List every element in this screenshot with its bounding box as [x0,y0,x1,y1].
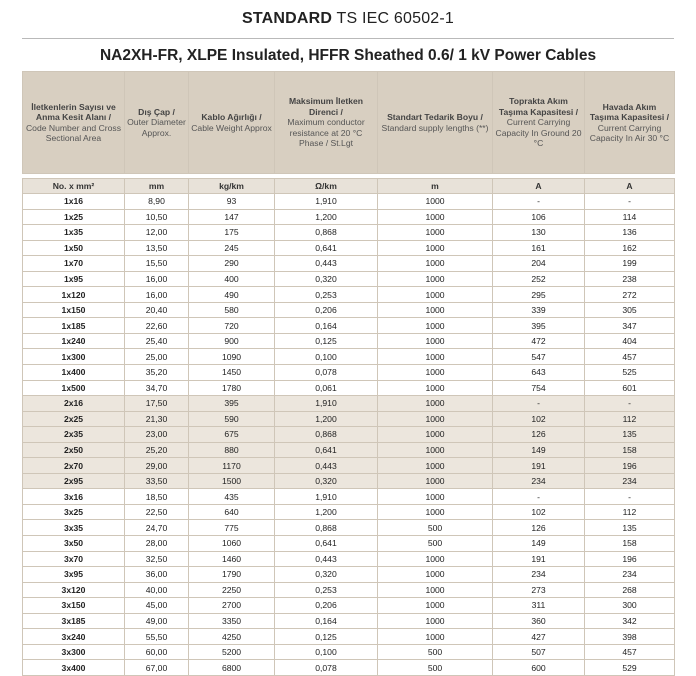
cell-diameter: 60,00 [125,644,189,660]
cell-code: 3x185 [23,613,125,629]
cell-length: 1000 [378,287,493,303]
unit-weight: kg/km [189,179,275,194]
cell-diameter: 22,60 [125,318,189,334]
table-row [23,209,675,225]
cell-code: 3x400 [23,660,125,676]
table-row [23,660,675,676]
table-row [23,271,675,287]
cell-resistance: 1,910 [275,489,378,505]
cell-length: 1000 [378,396,493,412]
cell-resistance: 0,206 [275,598,378,614]
table-row [23,240,675,256]
cell-code: 3x120 [23,582,125,598]
table-row [23,194,675,210]
cell-weight: 880 [189,442,275,458]
table-row [23,287,675,303]
cell-weight: 6800 [189,660,275,676]
cell-ground-capacity: 395 [493,318,585,334]
cell-length: 1000 [378,489,493,505]
cell-ground-capacity: 102 [493,504,585,520]
table-row [23,629,675,645]
cell-resistance: 0,061 [275,380,378,396]
cell-length: 500 [378,660,493,676]
cell-code: 2x25 [23,411,125,427]
table-body [23,194,675,676]
cell-air-capacity: 162 [585,240,675,256]
cell-length: 1000 [378,256,493,272]
cell-code: 1x35 [23,225,125,241]
cell-weight: 1170 [189,458,275,474]
cell-air-capacity: 529 [585,660,675,676]
cell-diameter: 13,50 [125,240,189,256]
cell-resistance: 0,253 [275,582,378,598]
cell-air-capacity: 136 [585,225,675,241]
table-row [23,365,675,381]
cell-resistance: 0,253 [275,287,378,303]
cell-weight: 400 [189,271,275,287]
cell-length: 1000 [378,551,493,567]
cell-weight: 1500 [189,473,275,489]
cell-code: 2x16 [23,396,125,412]
cell-resistance: 0,868 [275,225,378,241]
cell-resistance: 0,868 [275,427,378,443]
col-header-weight: Kablo Ağırlığı / Cable Weight Approx [189,72,275,174]
cell-air-capacity: 272 [585,287,675,303]
cell-air-capacity: 135 [585,520,675,536]
cell-diameter: 33,50 [125,473,189,489]
cell-resistance: 0,320 [275,473,378,489]
cell-weight: 1790 [189,567,275,583]
cell-resistance: 0,443 [275,256,378,272]
cell-length: 1000 [378,598,493,614]
standard-code: TS IEC 60502-1 [336,10,455,27]
table-row [23,613,675,629]
cell-air-capacity: 196 [585,458,675,474]
cell-diameter: 20,40 [125,302,189,318]
cell-resistance: 0,443 [275,551,378,567]
table-row [23,458,675,474]
cell-code: 1x240 [23,333,125,349]
cell-code: 3x25 [23,504,125,520]
table-row [23,473,675,489]
cell-weight: 147 [189,209,275,225]
unit-air-capacity: A [585,179,675,194]
cell-length: 1000 [378,318,493,334]
cell-code: 1x185 [23,318,125,334]
cell-resistance: 0,125 [275,333,378,349]
cell-diameter: 21,30 [125,411,189,427]
col-header-air-capacity: Havada Akım Taşıma Kapasitesi / Current Carrying Capacity In Air 30 °C [585,72,675,174]
cell-resistance: 1,910 [275,396,378,412]
cell-resistance: 1,200 [275,209,378,225]
table-row [23,411,675,427]
table-row [23,380,675,396]
cell-resistance: 0,078 [275,365,378,381]
cell-ground-capacity: - [493,194,585,210]
cell-ground-capacity: 126 [493,520,585,536]
units-row [23,179,675,194]
cell-ground-capacity: 130 [493,225,585,241]
cell-length: 1000 [378,567,493,583]
unit-length: m [378,179,493,194]
col-header-length: Standart Tedarik Boyu / Standard supply lengths (**) [378,72,493,174]
cell-diameter: 25,40 [125,333,189,349]
cell-diameter: 35,20 [125,365,189,381]
cell-weight: 1460 [189,551,275,567]
cell-weight: 720 [189,318,275,334]
cell-code: 3x300 [23,644,125,660]
cell-length: 1000 [378,349,493,365]
table-row [23,396,675,412]
cell-air-capacity: 112 [585,411,675,427]
unit-resistance: Ω/km [275,179,378,194]
cell-ground-capacity: 149 [493,442,585,458]
cell-weight: 1450 [189,365,275,381]
cell-code: 3x95 [23,567,125,583]
standard-label: STANDARD [241,10,333,27]
cell-resistance: 1,200 [275,411,378,427]
cell-ground-capacity: 191 [493,551,585,567]
cell-air-capacity: 199 [585,256,675,272]
cell-ground-capacity: 252 [493,271,585,287]
cell-code: 1x400 [23,365,125,381]
col-header-code: İletkenlerin Sayısı ve Anma Kesit Alanı / Code Number and Cross Sectional Area [23,72,125,174]
cell-code: 3x35 [23,520,125,536]
cell-air-capacity: 404 [585,333,675,349]
cell-resistance: 0,125 [275,629,378,645]
unit-ground-capacity: A [493,179,585,194]
cell-ground-capacity: 754 [493,380,585,396]
cell-code: 1x500 [23,380,125,396]
cell-weight: 640 [189,504,275,520]
cell-resistance: 0,320 [275,271,378,287]
cell-resistance: 0,164 [275,318,378,334]
table-row [23,427,675,443]
table-row [23,520,675,536]
cell-weight: 2250 [189,582,275,598]
cell-air-capacity: 112 [585,504,675,520]
cell-code: 3x150 [23,598,125,614]
cell-air-capacity: 114 [585,209,675,225]
unit-code: No. x mm² [23,179,125,194]
page-title: NA2XH-FR, XLPE Insulated, HFFR Sheathed 0.6/ 1 kV Power Cables [99,47,597,64]
table-row [23,349,675,365]
cell-code: 3x70 [23,551,125,567]
cell-air-capacity: 305 [585,302,675,318]
cell-code: 1x70 [23,256,125,272]
cell-length: 1000 [378,613,493,629]
cell-ground-capacity: 234 [493,567,585,583]
cell-weight: 395 [189,396,275,412]
cell-resistance: 1,910 [275,194,378,210]
cell-resistance: 0,206 [275,302,378,318]
cell-weight: 1780 [189,380,275,396]
cell-length: 1000 [378,504,493,520]
cell-ground-capacity: 102 [493,411,585,427]
cell-ground-capacity: 295 [493,287,585,303]
cell-diameter: 32,50 [125,551,189,567]
cell-code: 2x50 [23,442,125,458]
cell-air-capacity: 135 [585,427,675,443]
cell-ground-capacity: 547 [493,349,585,365]
table-row [23,256,675,272]
cell-ground-capacity: 126 [493,427,585,443]
cell-ground-capacity: 204 [493,256,585,272]
cell-diameter: 36,00 [125,567,189,583]
table-row [23,302,675,318]
cell-resistance: 0,100 [275,644,378,660]
cell-weight: 4250 [189,629,275,645]
cell-code: 3x240 [23,629,125,645]
table-row [23,582,675,598]
cell-diameter: 25,00 [125,349,189,365]
cell-diameter: 28,00 [125,536,189,552]
table-row [23,551,675,567]
cell-weight: 1090 [189,349,275,365]
cell-length: 1000 [378,240,493,256]
cell-resistance: 1,200 [275,504,378,520]
cell-weight: 1060 [189,536,275,552]
cell-air-capacity: 238 [585,271,675,287]
table-row [23,598,675,614]
col-header-resistance: Maksimum İletken Direnci / Maximum conductor resistance at 20 °C Phase / St.Lgt [275,72,378,174]
cell-diameter: 55,50 [125,629,189,645]
cell-length: 1000 [378,629,493,645]
cell-code: 1x150 [23,302,125,318]
cell-length: 1000 [378,271,493,287]
table-row [23,644,675,660]
table-row [23,333,675,349]
table-row [23,504,675,520]
cell-air-capacity: 457 [585,349,675,365]
cell-air-capacity: 234 [585,473,675,489]
table-row [23,442,675,458]
cell-length: 1000 [378,194,493,210]
col-header-diameter: Dış Çap / Outer Diameter Approx. [125,72,189,174]
table-row [23,536,675,552]
cell-air-capacity: 525 [585,365,675,381]
cell-length: 1000 [378,365,493,381]
table-row [23,318,675,334]
cell-weight: 5200 [189,644,275,660]
cell-length: 1000 [378,302,493,318]
cell-weight: 93 [189,194,275,210]
cell-resistance: 0,078 [275,660,378,676]
cell-weight: 490 [189,287,275,303]
cell-resistance: 0,641 [275,442,378,458]
cell-diameter: 16,00 [125,287,189,303]
cell-diameter: 45,00 [125,598,189,614]
cell-resistance: 0,320 [275,567,378,583]
cell-code: 1x50 [23,240,125,256]
cell-length: 1000 [378,225,493,241]
cell-ground-capacity: 273 [493,582,585,598]
cell-ground-capacity: 507 [493,644,585,660]
cell-code: 2x95 [23,473,125,489]
cell-air-capacity: 268 [585,582,675,598]
table-row [23,567,675,583]
cell-resistance: 0,443 [275,458,378,474]
cell-code: 1x95 [23,271,125,287]
unit-diameter: mm [125,179,189,194]
cell-weight: 175 [189,225,275,241]
cell-air-capacity: 342 [585,613,675,629]
cell-code: 1x120 [23,287,125,303]
cell-length: 1000 [378,209,493,225]
cell-diameter: 25,20 [125,442,189,458]
cell-weight: 3350 [189,613,275,629]
cell-code: 2x70 [23,458,125,474]
cell-resistance: 0,100 [275,349,378,365]
cell-weight: 2700 [189,598,275,614]
cell-resistance: 0,868 [275,520,378,536]
cell-air-capacity: 601 [585,380,675,396]
cell-ground-capacity: 161 [493,240,585,256]
cell-diameter: 12,00 [125,225,189,241]
cell-diameter: 15,50 [125,256,189,272]
cell-length: 500 [378,520,493,536]
cell-ground-capacity: - [493,489,585,505]
cell-ground-capacity: 360 [493,613,585,629]
cell-air-capacity: 347 [585,318,675,334]
cell-weight: 675 [189,427,275,443]
cell-ground-capacity: 149 [493,536,585,552]
cell-length: 1000 [378,442,493,458]
cell-weight: 290 [189,256,275,272]
cell-length: 500 [378,644,493,660]
cell-ground-capacity: 311 [493,598,585,614]
cell-diameter: 18,50 [125,489,189,505]
cell-weight: 435 [189,489,275,505]
cell-length: 1000 [378,427,493,443]
cell-air-capacity: 158 [585,536,675,552]
cell-air-capacity: - [585,396,675,412]
col-header-ground-capacity: Toprakta Akım Taşıma Kapasitesi / Current Carrying Capacity In Ground 20 °C [493,72,585,174]
table-row [23,225,675,241]
cell-ground-capacity: 427 [493,629,585,645]
cell-length: 1000 [378,473,493,489]
cell-ground-capacity: 106 [493,209,585,225]
cable-spec-table [22,71,675,676]
cell-weight: 580 [189,302,275,318]
cell-air-capacity: 457 [585,644,675,660]
cell-weight: 900 [189,333,275,349]
cell-ground-capacity: 339 [493,302,585,318]
cell-code: 3x16 [23,489,125,505]
cell-air-capacity: 398 [585,629,675,645]
standard-heading [0,0,696,34]
cell-ground-capacity: - [493,396,585,412]
cell-code: 3x50 [23,536,125,552]
cell-air-capacity: 196 [585,551,675,567]
cell-length: 1000 [378,582,493,598]
cell-resistance: 0,164 [275,613,378,629]
cell-diameter: 22,50 [125,504,189,520]
cell-weight: 245 [189,240,275,256]
cell-air-capacity: 234 [585,567,675,583]
cell-ground-capacity: 191 [493,458,585,474]
cell-resistance: 0,641 [275,240,378,256]
cell-diameter: 49,00 [125,613,189,629]
cell-air-capacity: - [585,489,675,505]
cell-ground-capacity: 234 [493,473,585,489]
cell-length: 1000 [378,411,493,427]
cell-length: 1000 [378,333,493,349]
cell-air-capacity: 158 [585,442,675,458]
cell-ground-capacity: 472 [493,333,585,349]
cell-code: 1x300 [23,349,125,365]
cell-weight: 590 [189,411,275,427]
cell-diameter: 8,90 [125,194,189,210]
cell-weight: 775 [189,520,275,536]
cell-ground-capacity: 643 [493,365,585,381]
cell-length: 1000 [378,458,493,474]
cell-diameter: 67,00 [125,660,189,676]
header-row [23,72,675,174]
cell-diameter: 40,00 [125,582,189,598]
cell-code: 1x16 [23,194,125,210]
cell-diameter: 23,00 [125,427,189,443]
cell-diameter: 34,70 [125,380,189,396]
cell-diameter: 16,00 [125,271,189,287]
cell-length: 500 [378,536,493,552]
cell-length: 1000 [378,380,493,396]
cell-ground-capacity: 600 [493,660,585,676]
cell-diameter: 29,00 [125,458,189,474]
cell-diameter: 24,70 [125,520,189,536]
cell-air-capacity: - [585,194,675,210]
table-row [23,489,675,505]
cell-code: 1x25 [23,209,125,225]
cell-resistance: 0,641 [275,536,378,552]
cell-code: 2x35 [23,427,125,443]
cell-air-capacity: 300 [585,598,675,614]
cell-diameter: 17,50 [125,396,189,412]
cell-diameter: 10,50 [125,209,189,225]
